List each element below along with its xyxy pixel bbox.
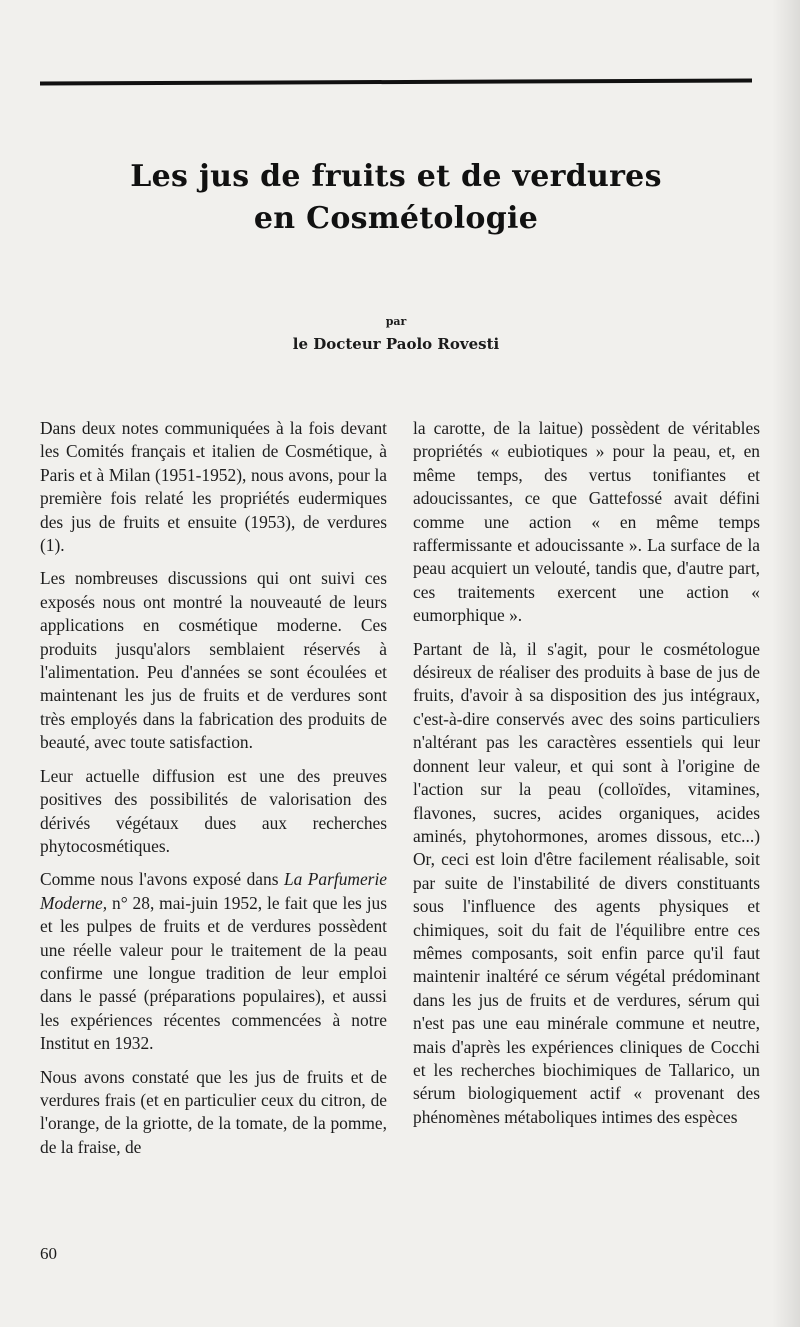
- left-column: [40, 417, 387, 1169]
- paragraph-text: Comme nous l'avons exposé dans: [40, 869, 284, 890]
- paragraph: Dans deux notes communiquées à la fois devant les Comités français et italien de Cosmétique, à Paris et à Milan (1951-1952), nous avons, pour la première fois relaté les propriétés eudermiques des jus de fruits et ensuite (1953), de verdures (1).: [40, 418, 387, 556]
- journal-title: La Parfumerie Moderne,: [40, 869, 387, 913]
- paragraph: Partant de là, il s'agit, pour le cosmétologue désireux de réaliser des produits à base de jus de fruits, d'avoir à sa disposition des jus intégraux, c'est-à-dire conservés avec des soins particuliers n'altérant pas les caractères essentiels qui leur donnent leur valeur, et qui sont à l'origine de l'action sur la peau (colloïdes, vitamines, flavones, sucres, acides organiques, acides aminés, phytohormones, aromes dissous, etc...) Or, ceci est loin d'être facilement réalisable, soit par suite de l'instabilité de divers constituants sous l'influence des agents physiques et chimiques, soit du fait de l'équilibre entre ces mêmes composants, soit enfin parce qu'il faut maintenir inaltéré ce sérum végétal prédominant dans les jus de fruits et de verdures, sérum qui n'est pas une eau minérale commune et neutre, mais d'après les expériences cliniques de Cocchi et les recherches biochimiques de Tallarico, un sérum biologiquement actif « provenant des phénomènes métaboliques intimes des espèces: [413, 638, 760, 1127]
- paragraph-text: n° 28, mai-juin 1952, le fait que les jus et les pulpes de fruits et de verdures possèdent une réelle valeur pour le traitement de la peau confirme une longue tradition de leur emploi dans le passé (préparations populaires), et aussi les expériences récentes commencées à notre Institut en 1932.: [40, 892, 387, 1054]
- paragraph: Leur actuelle diffusion est une des preuves positives des possibilités de valorisation des dérivés végétaux dues aux recherches phytocosmétiques.: [40, 765, 387, 856]
- paragraph: la carotte, de la laitue) possèdent de véritables propriétés « eubiotiques » pour la peau, et, en même temps, des vertus tonifiantes et adoucissantes, ce que Gattefossé avait défini comme une action « en même temps raffermissante et adoucissante ». La surface de la peau acquiert un velouté, tandis que, d'autre part, ces traitements exercent une action « eumorphique ».: [413, 418, 760, 626]
- right-column: [413, 417, 760, 1139]
- page-number: 60: [40, 1244, 57, 1263]
- title-line-1: Les jus de fruits et de verdures: [130, 159, 662, 194]
- paragraph: [40, 868, 387, 1055]
- paragraph: Nous avons constaté que les jus de fruits et de verdures frais (et en particulier ceux du citron, de l'orange, de la griotte, de la tomate, de la pomme, de la fraise, de: [40, 1066, 387, 1157]
- paragraph: Les nombreuses discussions qui ont suivi ces exposés nous ont montré la nouveauté de leurs applications en cosmétique moderne. Ces produits jusqu'alors semblaient réservés à l'alimentation. Peu d'années se sont écoulées et maintenant les jus de fruits et de verdures sont très employés dans la fabrication des produits de beauté, avec toute satisfaction.: [40, 568, 387, 753]
- byline-author: le Docteur Paolo Rovesti: [292, 335, 500, 353]
- top-rule: [40, 78, 752, 85]
- title-line-2: en Cosmétologie: [253, 201, 539, 236]
- page-edge-shadow: [772, 0, 800, 1327]
- byline-par: par: [385, 315, 407, 328]
- byline: [40, 314, 752, 354]
- article-title: [40, 156, 752, 240]
